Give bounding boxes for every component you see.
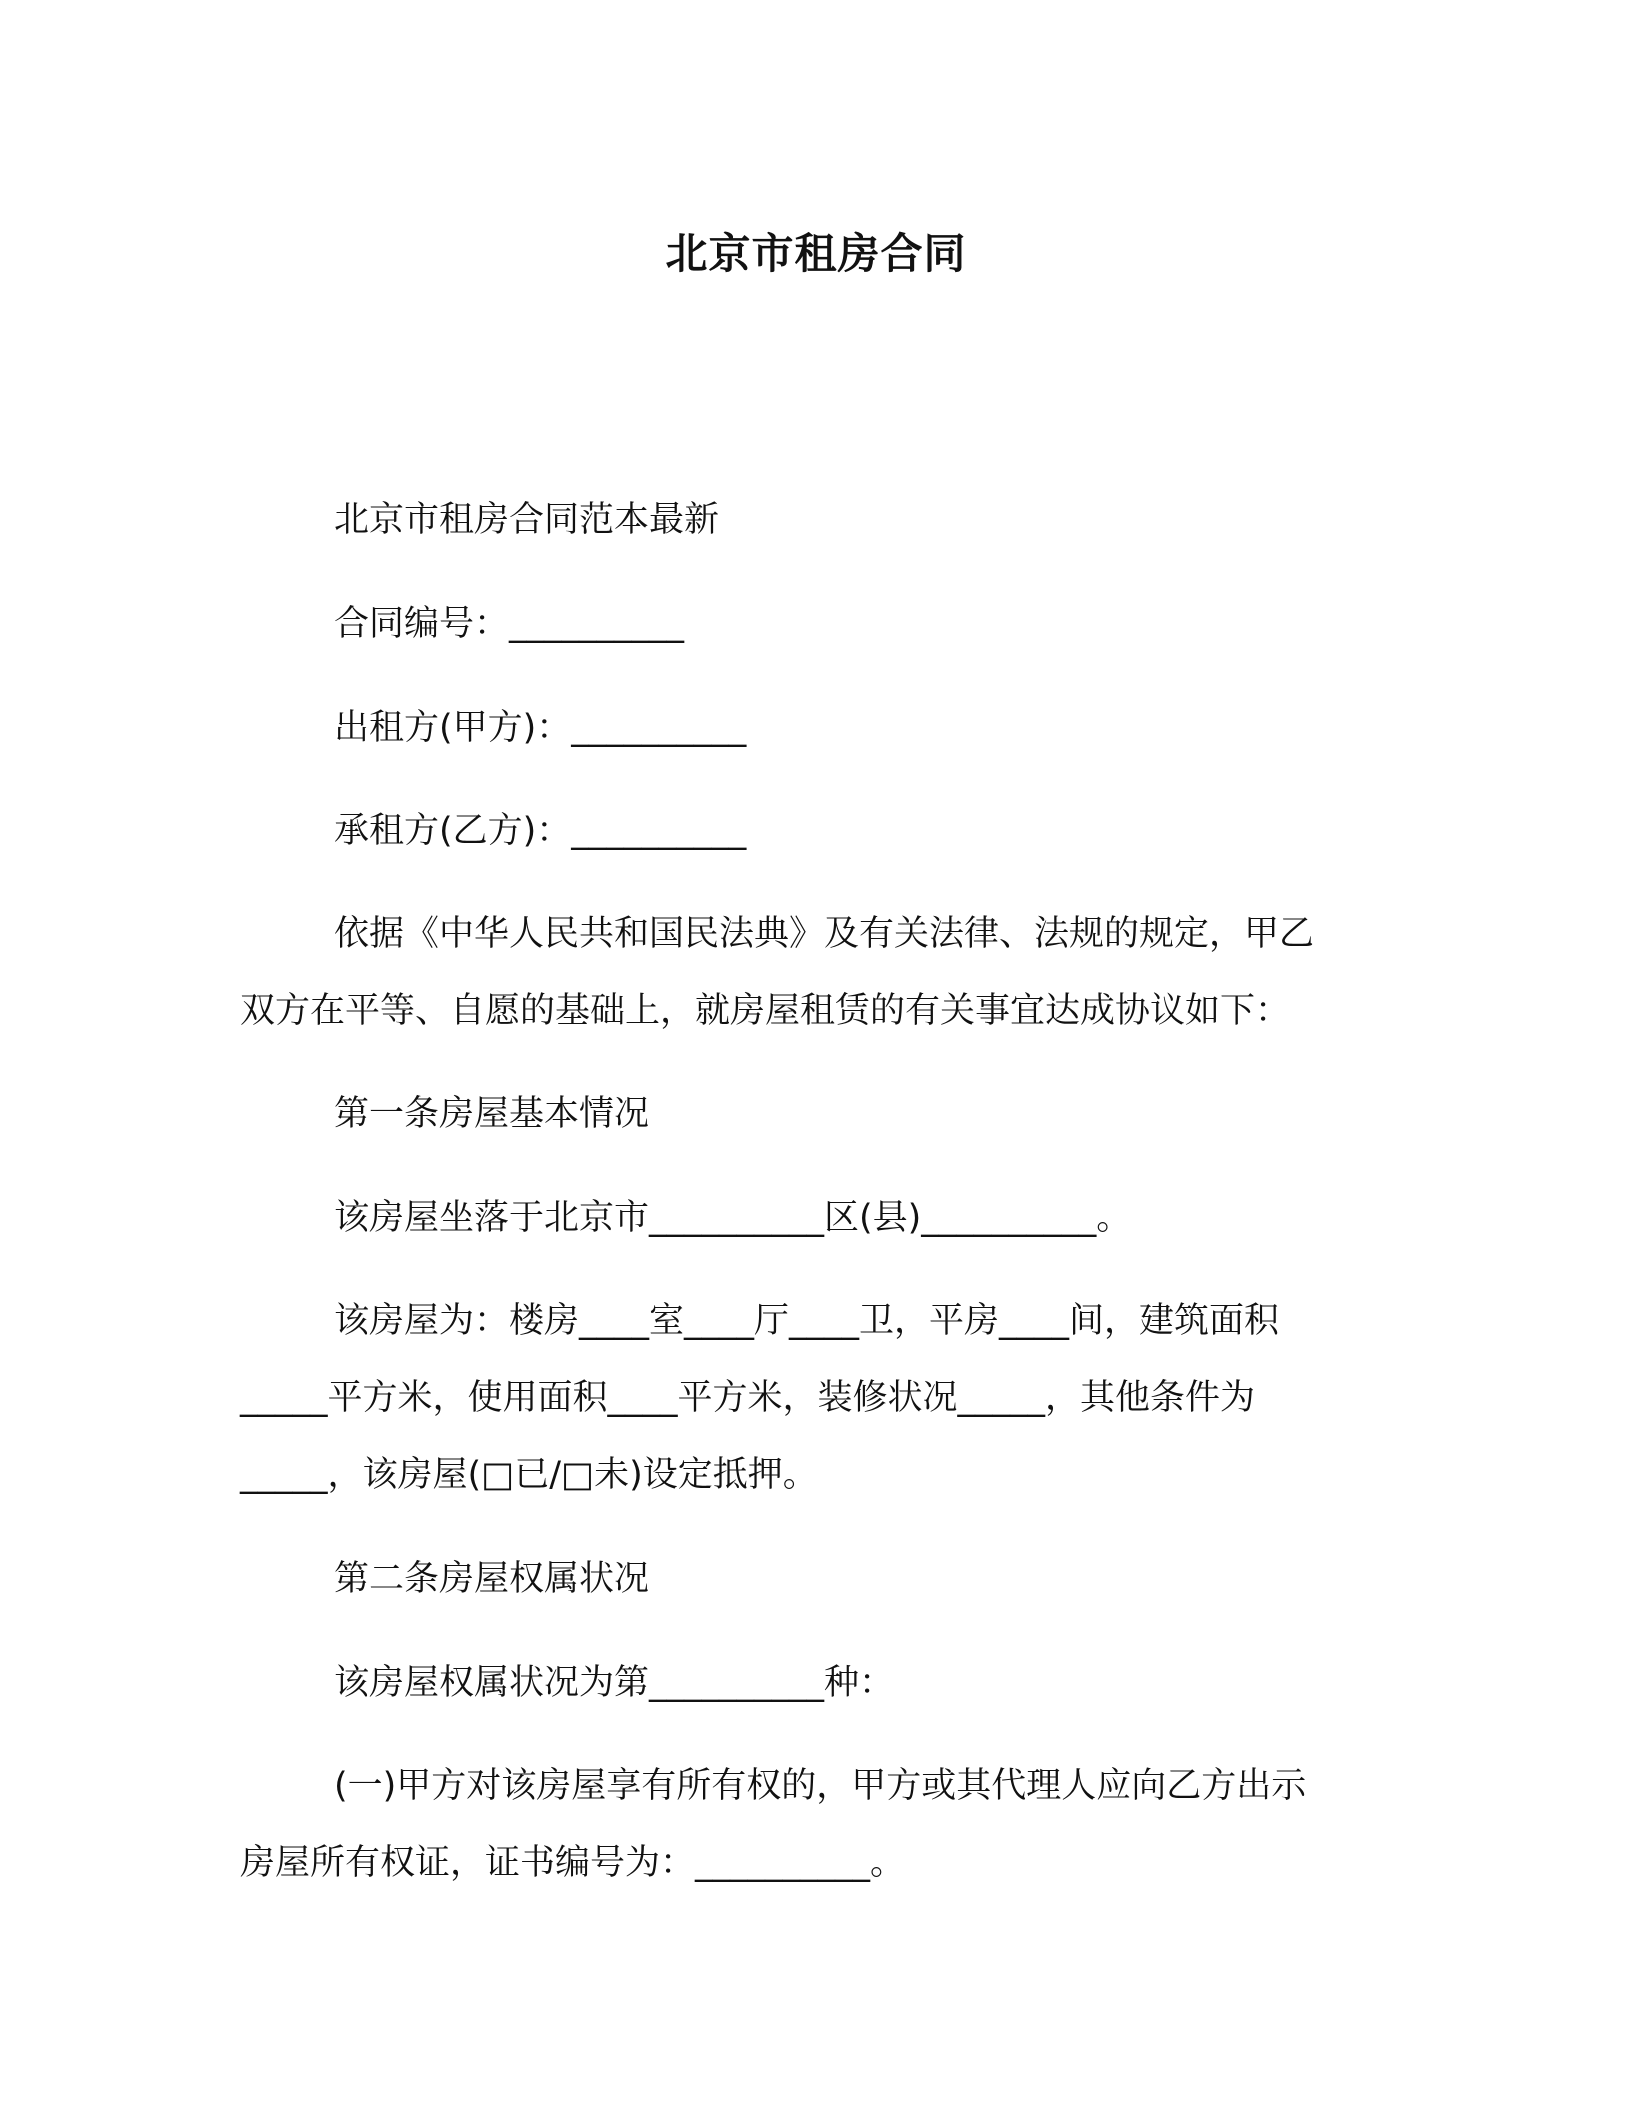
lessor-line: 出租方(甲方)：__________ [334,708,747,748]
house-details-line-2: _____平方米，使用面积____平方米，装修状况_____，其他条件为 [240,1378,1256,1418]
lessee-line: 承租方(乙方)：__________ [334,811,747,851]
ownership-type-line: 该房屋权属状况为第__________种： [334,1663,895,1703]
article-2-heading: 第二条房屋权属状况 [334,1559,650,1599]
document-subtitle: 北京市租房合同范本最新 [334,500,720,540]
house-details-line-3: _____，该房屋(□已/□未)设定抵押。 [240,1455,818,1495]
house-location-line: 该房屋坐落于北京市__________区(县)__________。 [334,1198,1132,1238]
preamble-line-2: 双方在平等、自愿的基础上，就房屋租赁的有关事宜达成协议如下： [240,991,1291,1031]
house-details-line-1: 该房屋为：楼房____室____厅____卫，平房____间，建筑面积 [334,1301,1280,1341]
contract-number-line: 合同编号：__________ [334,604,685,644]
preamble-line-1: 依据《中华人民共和国民法典》及有关法律、法规的规定，甲乙 [334,914,1315,954]
article-1-heading: 第一条房屋基本情况 [334,1094,650,1134]
ownership-clause-line-1: (一)甲方对该房屋享有所有权的，甲方或其代理人应向乙方出示 [334,1766,1307,1806]
ownership-clause-line-2: 房屋所有权证，证书编号为：__________。 [240,1843,906,1883]
document-title: 北京市租房合同 [665,229,967,278]
